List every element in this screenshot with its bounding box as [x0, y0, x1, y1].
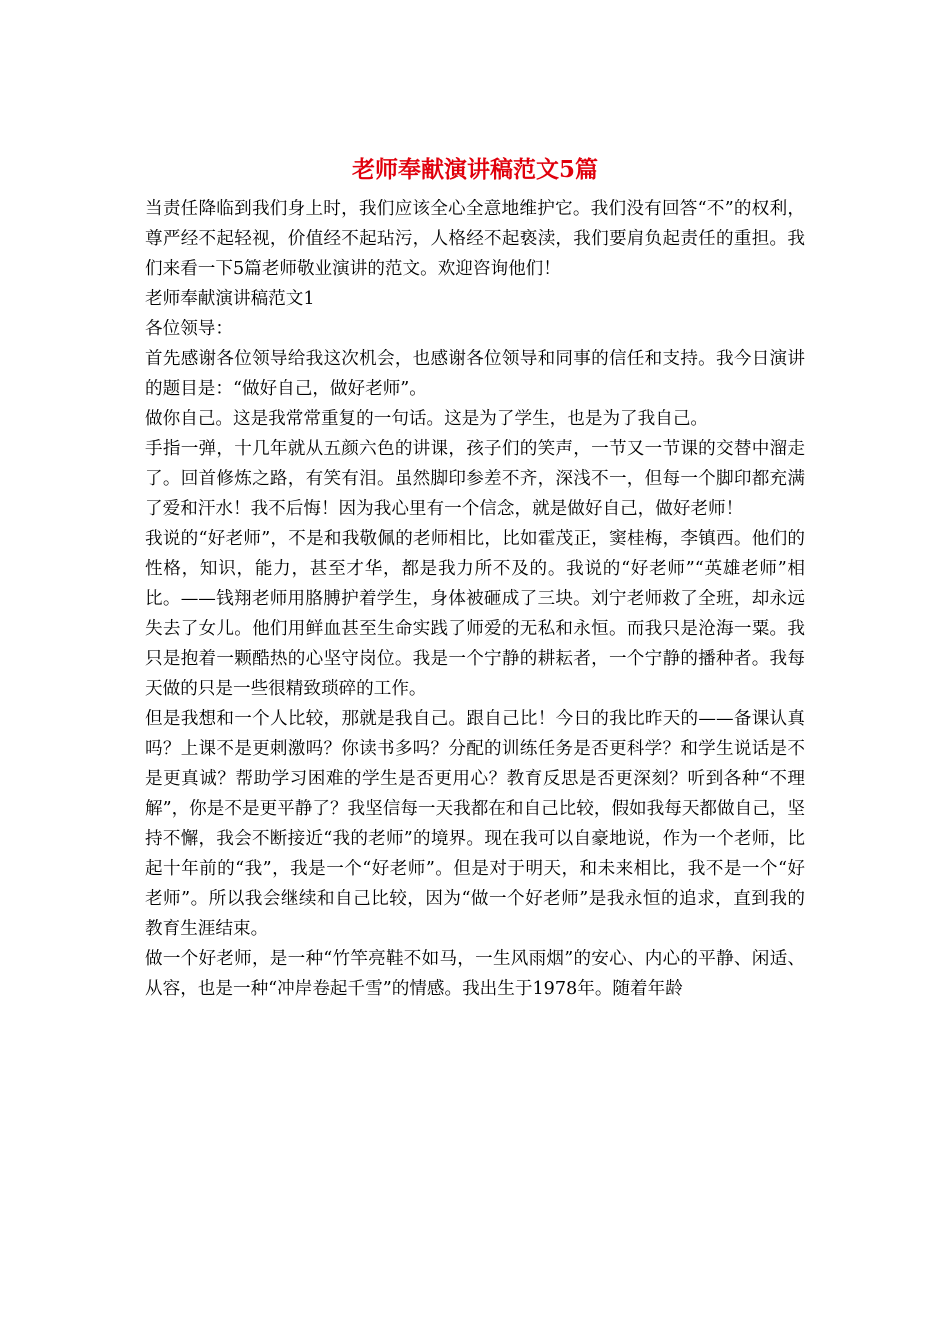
document-title: 老师奉献演讲稿范文5篇 [351, 156, 598, 183]
intro-paragraph: 当责任降临到我们身上时，我们应该全心全意地维护它。我们没有回答“不”的权利，尊严经不起轻视，价值经不起玷污，人格经不起亵渎，我们要肩负起责任的重担。我们来看一下5篇老师敬业演讲的范文。欢迎咨询他们！ [145, 199, 805, 279]
body-paragraph: 首先感谢各位领导给我这次机会，也感谢各位领导和同事的信任和支持。我今日演讲的题目是：“做好自己，做好老师”。 [145, 349, 805, 399]
document-body [145, 194, 805, 1004]
body-paragraph: 做你自己。这是我常常重复的一句话。这是为了学生，也是为了我自己。 [145, 409, 709, 429]
salutation: 各位领导： [145, 319, 233, 339]
body-paragraph: 手指一弹，十几年就从五颜六色的讲课，孩子们的笑声，一节又一节课的交替中溜走了。回首修炼之路，有笑有泪。虽然脚印参差不齐，深浅不一，但每一个脚印都充满了爱和汗水！我不后悔！因为我心里有一个信念，就是做好自己，做好老师！ [145, 439, 805, 519]
section-heading: 老师奉献演讲稿范文1 [145, 289, 315, 309]
body-paragraph: 做一个好老师，是一种“竹竿亮鞋不如马，一生风雨烟”的安心、内心的平静、闲适、从容，也是一种“冲岸卷起千雪”的情感。我出生于1978年。随着年龄 [145, 949, 805, 999]
body-paragraph: 我说的“好老师”，不是和我敬佩的老师相比，比如霍茂正，窦桂梅，李镇西。他们的性格，知识，能力，甚至才华，都是我力所不及的。我说的“好老师”“英雄老师”相比。——钱翔老师用胳膊护着学生，身体被砸成了三块。刘宁老师救了全班，却永远失去了女儿。他们用鲜血甚至生命实践了师爱的无私和永恒。而我只是沧海一粟。我只是抱着一颗酷热的心坚守岗位。我是一个宁静的耕耘者，一个宁静的播种者。我每天做的只是一些很精致琐碎的工作。 [145, 529, 805, 699]
body-paragraph: 但是我想和一个人比较，那就是我自己。跟自己比！今日的我比昨天的——备课认真吗？上课不是更刺激吗？你读书多吗？分配的训练任务是否更科学？和学生说话是不是更真诚？帮助学习困难的学生是否更用心？教育反思是否更深刻？听到各种“不理解”，你是不是更平静了？我坚信每一天我都在和自己比较，假如我每天都做自己，坚持不懈，我会不断接近“我的老师”的境界。现在我可以自豪地说，作为一个老师，比起十年前的“我”，我是一个“好老师”。但是对于明天，和未来相比，我不是一个“好老师”。所以我会继续和自己比较，因为“做一个好老师”是我永恒的追求，直到我的教育生涯结束。 [145, 709, 805, 939]
